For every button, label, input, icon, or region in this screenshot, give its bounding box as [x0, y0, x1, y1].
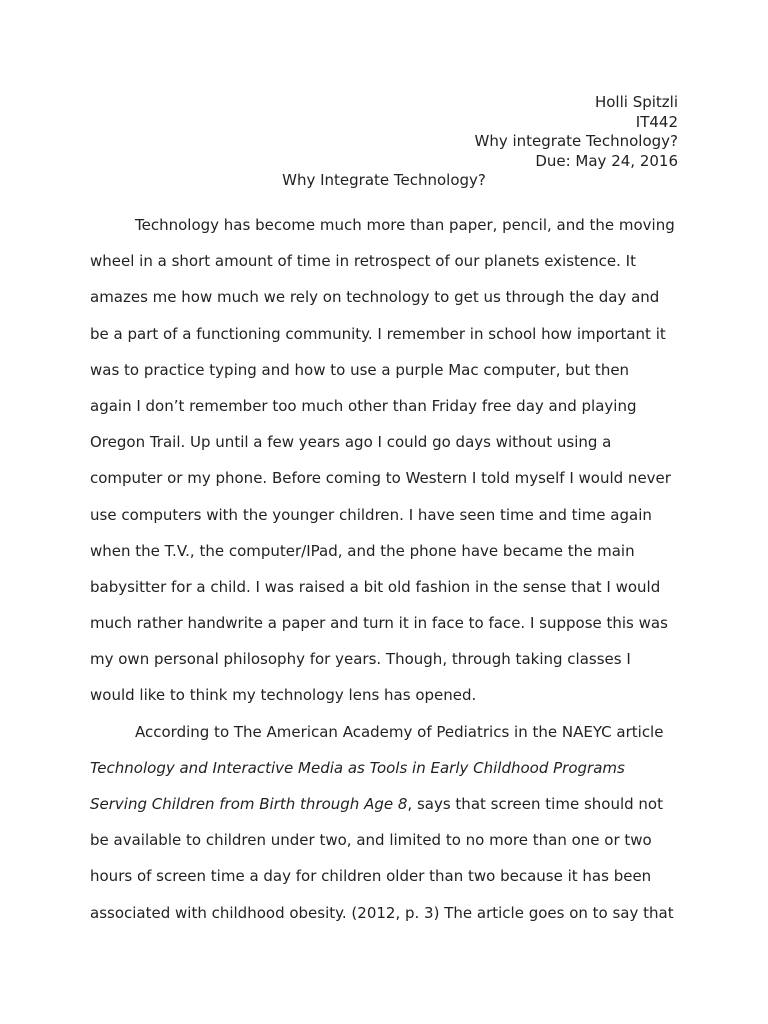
- text-line: associated with childhood obesity. (2012, p. 3) The article goes on to say that: [90, 903, 674, 922]
- article-title-end: Serving Children from Birth through Age 8: [90, 795, 408, 813]
- assignment-name: Why integrate Technology?: [474, 132, 678, 150]
- text-line: Oregon Trail. Up until a few years ago I could go days without using a: [90, 433, 612, 452]
- due-date: Due: May 24, 2016: [535, 151, 678, 170]
- text-line: [90, 786, 680, 822]
- text-line: Technology has become much more than paper, pencil, and the moving: [135, 216, 675, 234]
- text-line: wheel in a short amount of time in retrospect of our planets existence. It: [90, 252, 636, 271]
- document-title: Why Integrate Technology?: [282, 171, 486, 189]
- text-line: my own personal philosophy for years. Though, through taking classes I: [90, 650, 631, 669]
- text-line: babysitter for a child. I was raised a bit old fashion in the sense that I would: [90, 577, 661, 596]
- text-line: computer or my phone. Before coming to Western I told myself I would never: [90, 469, 671, 488]
- text-line: hours of screen time a day for children older than two because it has been: [90, 867, 652, 886]
- text-line: use computers with the younger children. I have seen time and time again: [90, 505, 652, 524]
- text-line: amazes me how much we rely on technology to get us through the day and: [90, 288, 660, 307]
- text-line: According to The American Academy of Pediatrics in the NAEYC article: [135, 722, 664, 741]
- document-body: [90, 207, 680, 931]
- article-title-line: Technology and Interactive Media as Tools in Early Childhood Programs: [90, 758, 625, 777]
- text-line: be available to children under two, and limited to no more than one or two: [90, 831, 652, 850]
- paragraph-2: [90, 714, 680, 931]
- document-header: [474, 93, 678, 171]
- text-segment: , says that screen time should not: [407, 795, 663, 813]
- text-line: much rather handwrite a paper and turn it in face to face. I suppose this was: [90, 614, 668, 633]
- text-line: when the T.V., the computer/IPad, and the phone have became the main: [90, 541, 635, 560]
- author-name: Holli Spitzli: [594, 93, 678, 111]
- course-code: IT442: [635, 112, 678, 131]
- text-line: was to practice typing and how to use a purple Mac computer, but then: [90, 360, 630, 379]
- paragraph-1: [90, 207, 680, 714]
- text-line: be a part of a functioning community. I remember in school how important it: [90, 324, 666, 343]
- text-line: would like to think my technology lens has opened.: [90, 686, 477, 705]
- text-line: again I don’t remember too much other than Friday free day and playing: [90, 396, 637, 415]
